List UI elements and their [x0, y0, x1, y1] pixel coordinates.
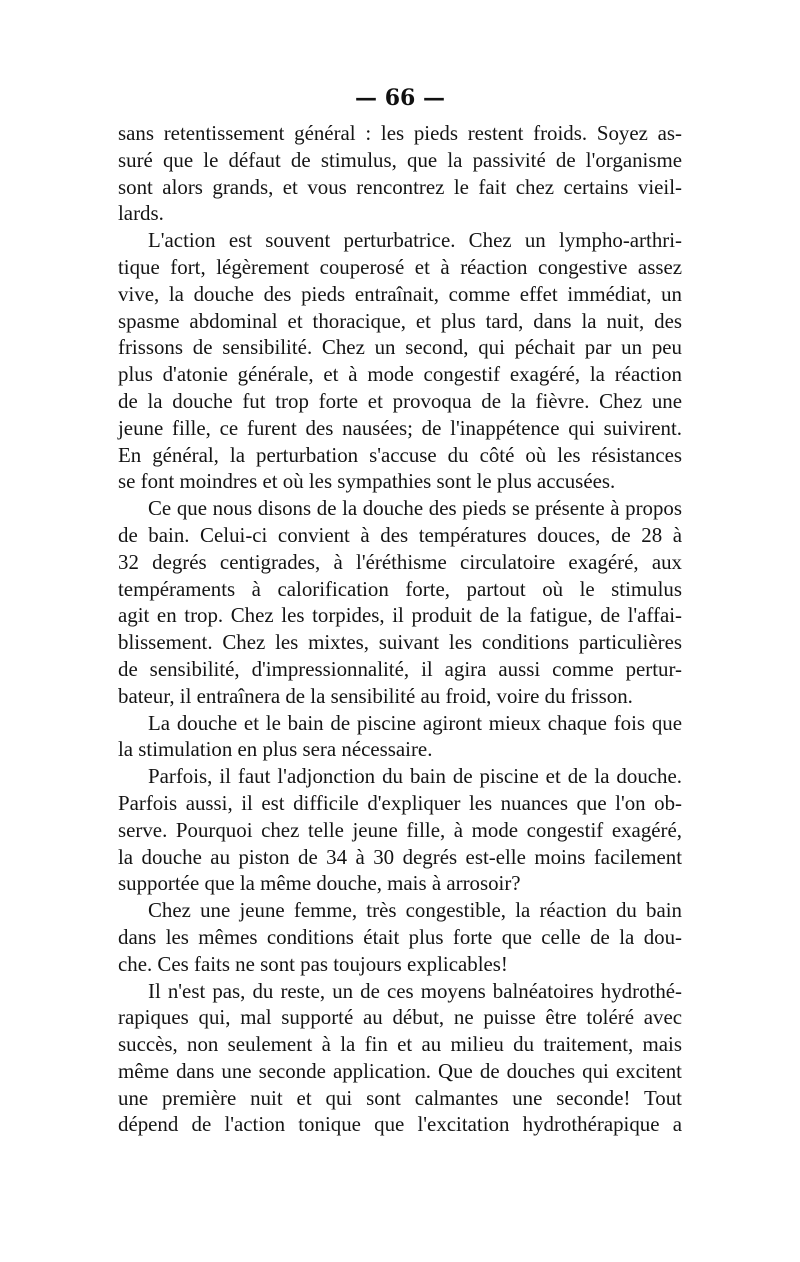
text-line: une première nuit et qui sont calmantes une seconde! Tout: [118, 1085, 682, 1110]
text-line: la stimulation en plus sera nécessaire.: [118, 737, 433, 762]
text-line: se font moindres et où les sympathies sont le plus accusées.: [118, 469, 616, 494]
text-line: rapiques qui, mal supporté au début, ne puisse être toléré avec: [118, 1005, 682, 1030]
text-line: Parfois aussi, il est difficile d'expliquer les nuances que l'on ob-: [118, 790, 682, 815]
page-number: — 66 —: [355, 85, 445, 111]
text-line: En général, la perturbation s'accuse du côté où les résistances: [118, 442, 682, 467]
text-line: suré que le défaut de stimulus, que la passivité de l'organisme: [118, 147, 682, 172]
text-line: plus d'atonie générale, et à mode congestif exagéré, la réaction: [118, 362, 682, 387]
text-line: lards.: [118, 201, 164, 226]
text-line: Ce que nous disons de la douche des pieds se présente à propos: [148, 496, 682, 521]
text-line: Parfois, il faut l'adjonction du bain de piscine et de la douche.: [148, 764, 682, 789]
text-line: tique fort, légèrement couperosé et à réaction congestive assez: [118, 254, 682, 279]
text-line: sont alors grands, et vous rencontrez le fait chez certains vieil-: [118, 174, 682, 199]
body-text: [118, 120, 682, 1138]
text-line: La douche et le bain de piscine agiront mieux chaque fois que: [148, 710, 682, 735]
text-line: dépend de l'action tonique que l'excitation hydrothérapique a: [118, 1112, 682, 1137]
text-line: jeune fille, ce furent des nausées; de l'inappétence qui suivirent.: [118, 415, 682, 440]
text-line: de sensibilité, d'impressionnalité, il agira aussi comme pertur-: [118, 656, 682, 681]
text-line: dans les mêmes conditions était plus forte que celle de la dou-: [118, 924, 682, 949]
text-line: L'action est souvent perturbatrice. Chez un lympho-arthri-: [148, 228, 682, 253]
text-line: succès, non seulement à la fin et au milieu du traitement, mais: [118, 1032, 682, 1057]
text-line: la douche au piston de 34 à 30 degrés est-elle moins facilement: [118, 844, 682, 869]
text-line: 32 degrés centigrades, à l'éréthisme circulatoire exagéré, aux: [118, 549, 682, 574]
text-line: bateur, il entraînera de la sensibilité au froid, voire du frisson.: [118, 683, 633, 708]
text-line: tempéraments à calorification forte, partout où le stimulus: [118, 576, 682, 601]
text-line: de la douche fut trop forte et provoqua de la fièvre. Chez une: [118, 388, 682, 413]
text-line: serve. Pourquoi chez telle jeune fille, à mode congestif exagéré,: [118, 817, 682, 842]
text-line: de bain. Celui-ci convient à des températures douces, de 28 à: [118, 522, 682, 547]
text-line: spasme abdominal et thoracique, et plus tard, dans la nuit, des: [118, 308, 682, 333]
text-line: sans retentissement général : les pieds restent froids. Soyez as-: [118, 121, 682, 145]
text-line: Il n'est pas, du reste, un de ces moyens balnéatoires hydrothé-: [148, 978, 682, 1003]
text-line: supportée que la même douche, mais à arrosoir?: [118, 871, 521, 896]
text-line: agit en trop. Chez les torpides, il produit de la fatigue, de l'affai-: [118, 603, 682, 628]
text-line: Chez une jeune femme, très congestible, la réaction du bain: [148, 898, 682, 923]
text-line: vive, la douche des pieds entraînait, comme effet immédiat, un: [118, 281, 682, 306]
text-line: che. Ces faits ne sont pas toujours explicables!: [118, 951, 508, 976]
text-line: blissement. Chez les mixtes, suivant les conditions particulières: [118, 630, 682, 655]
text-line: même dans une seconde application. Que de douches qui excitent: [118, 1058, 682, 1083]
text-line: frissons de sensibilité. Chez un second, qui péchait par un peu: [118, 335, 682, 360]
